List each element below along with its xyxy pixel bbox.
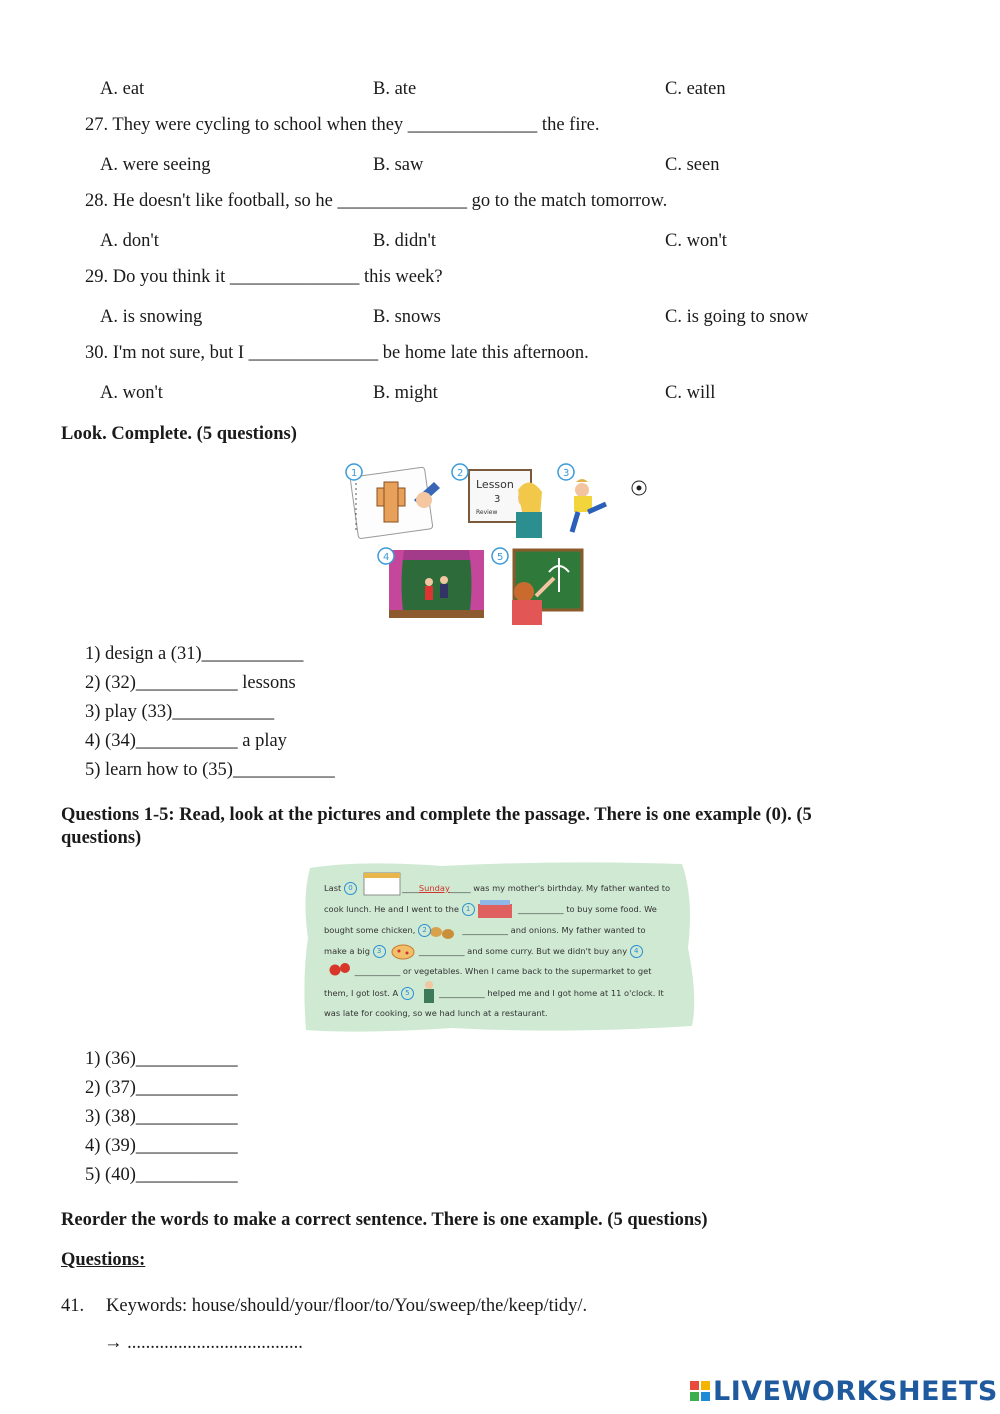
example-answer: Sunday: [418, 883, 450, 893]
q41-keywords: Keywords: house/should/your/floor/to/You/sweep/the/keep/tidy/.: [106, 1296, 588, 1316]
picture-number-3: 3: [563, 468, 570, 479]
q26-option-a: A. eat: [100, 79, 145, 99]
board-review-text: Review: [476, 509, 498, 516]
q29-option-b: B. snows: [373, 307, 441, 327]
section-look-title: Look. Complete. (5 questions): [61, 424, 297, 444]
q41-number: 41.: [61, 1296, 85, 1316]
q29-option-a: A. is snowing: [100, 307, 203, 327]
passage-num-2: 2: [418, 924, 431, 937]
passage-num-4: 4: [630, 945, 643, 958]
logo-text: LIVEWORKSHEETS: [713, 1375, 998, 1407]
look-item-1: 1) design a (31)___________: [85, 644, 304, 664]
section-read-title-line1: Questions 1-5: Read, look at the pictures and complete the passage. There is one example (0). (5: [61, 805, 812, 825]
q30-text: 30. I'm not sure, but I ______________ be home late this afternoon.: [85, 343, 589, 363]
logo-mark-icon: [690, 1381, 710, 1401]
q27-option-b: B. saw: [373, 155, 424, 175]
q27-option-c: C. seen: [665, 155, 720, 175]
passage-line-4: make a big 3 ___________ and some curry. But we didn't buy any 4: [324, 945, 643, 958]
q29-option-c: C. is going to snow: [665, 307, 809, 327]
passage-line-1: Last 0 ____Sunday_____ was my mother's birthday. My father wanted to: [324, 883, 671, 893]
look-item-4: 4) (34)___________ a play: [85, 731, 287, 751]
q30-option-b: B. might: [373, 383, 438, 403]
teacher-lesson-picture: [469, 470, 542, 538]
questions-label: Questions:: [61, 1250, 146, 1270]
look-item-3: 3) play (33)___________: [85, 702, 275, 722]
activities-illustration: [344, 460, 649, 625]
q41-answer-line[interactable]: → ......................................: [104, 1333, 303, 1353]
q30-option-a: A. won't: [100, 383, 163, 403]
picture-number-5: 5: [497, 552, 504, 563]
q28-option-b: B. didn't: [373, 231, 436, 251]
passage-num-1: 1: [462, 903, 475, 916]
read-item-1: 1) (36)___________: [85, 1049, 238, 1069]
read-item-3: 3) (38)___________: [85, 1107, 238, 1127]
section-reorder-title: Reorder the words to make a correct sentence. There is one example. (5 questions): [61, 1210, 708, 1230]
design-sketch-picture: [350, 467, 440, 539]
liveworksheets-logo: [690, 1374, 998, 1408]
read-item-5: 5) (40)___________: [85, 1165, 238, 1185]
q27-text: 27. They were cycling to school when they ______________ the fire.: [85, 115, 600, 135]
q28-option-a: A. don't: [100, 231, 159, 251]
picture-number-1: 1: [351, 468, 358, 479]
passage-line-6: them, I got lost. A 5 ___________ helped me and I got home at 11 o'clock. It: [324, 988, 664, 998]
passage-num-5: 5: [401, 987, 414, 1000]
passage-num-0: 0: [344, 882, 357, 895]
section-read-title-line2: questions): [61, 828, 142, 848]
look-item-2: 2) (32)___________ lessons: [85, 673, 296, 693]
q29-text: 29. Do you think it ______________ this week?: [85, 267, 443, 287]
picture-number-2: 2: [457, 468, 464, 479]
look-item-5: 5) learn how to (35)___________: [85, 760, 335, 780]
passage-line-3: bought some chicken, 2 ___________ and onions. My father wanted to: [324, 925, 646, 935]
football-player-picture: [572, 479, 646, 532]
stage-play-picture: [389, 550, 484, 618]
q28-text: 28. He doesn't like football, so he ______________ go to the match tomorrow.: [85, 191, 668, 211]
board-number-text: 3: [494, 494, 501, 505]
q28-option-c: C. won't: [665, 231, 727, 251]
q30-option-c: C. will: [665, 383, 716, 403]
drawing-picture: [512, 550, 582, 625]
activities-illustration-svg: [344, 460, 649, 625]
picture-number-4: 4: [383, 552, 390, 563]
passage-picture: [302, 858, 698, 1034]
q26-option-c: C. eaten: [665, 79, 726, 99]
passage-line-5: ___________ or vegetables. When I came back to the supermarket to get: [354, 966, 652, 976]
board-lesson-text: Lesson: [476, 478, 514, 491]
read-item-2: 2) (37)___________: [85, 1078, 238, 1098]
q26-option-b: B. ate: [373, 79, 417, 99]
q27-option-a: A. were seeing: [100, 155, 211, 175]
passage-num-3: 3: [373, 945, 386, 958]
read-item-4: 4) (39)___________: [85, 1136, 238, 1156]
passage-line-2: cook lunch. He and I went to the 1 ___________ to buy some food. We: [324, 904, 657, 914]
passage-line-7: was late for cooking, so we had lunch at a restaurant.: [324, 1008, 548, 1018]
